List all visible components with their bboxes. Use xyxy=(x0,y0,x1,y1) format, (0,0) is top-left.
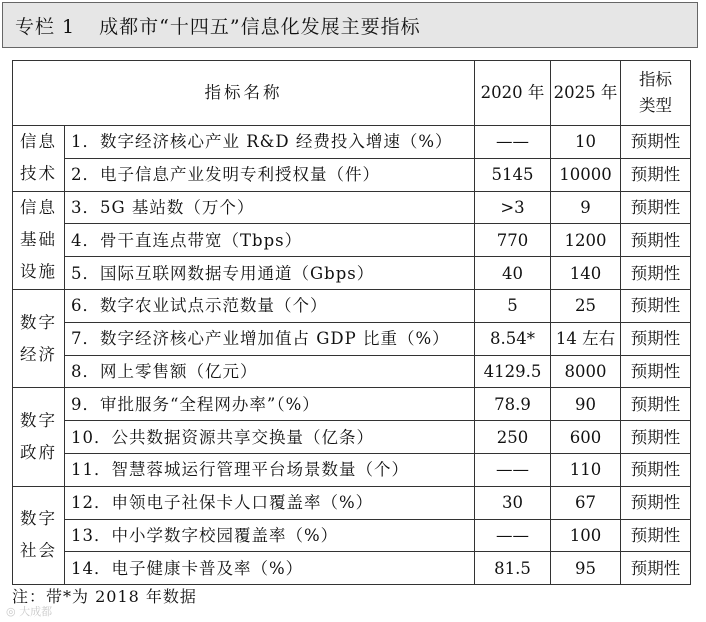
value-2020-cell: 81.5 xyxy=(475,552,551,585)
table-body xyxy=(13,126,691,585)
indicator-type-cell: 预期性 xyxy=(621,486,691,519)
value-2025-cell: 100 xyxy=(551,519,621,552)
value-2020-cell: 4129.5 xyxy=(475,355,551,388)
value-2020-cell: —— xyxy=(475,519,551,552)
table-row xyxy=(13,289,691,322)
table-row xyxy=(13,322,691,355)
indicator-name-cell: 6．数字农业试点示范数量（个） xyxy=(65,289,475,322)
value-2020-cell: 40 xyxy=(475,257,551,290)
indicator-type-cell: 预期性 xyxy=(621,126,691,159)
value-2020-cell: 5145 xyxy=(475,158,551,191)
table-row xyxy=(13,552,691,585)
value-2020-cell: 770 xyxy=(475,224,551,257)
indicator-type-cell: 预期性 xyxy=(621,191,691,224)
indicator-type-cell: 预期性 xyxy=(621,552,691,585)
category-cell: 数字社会 xyxy=(13,486,65,584)
column-header-type xyxy=(621,61,691,126)
indicator-type-cell: 预期性 xyxy=(621,224,691,257)
table-row xyxy=(13,355,691,388)
table-row xyxy=(13,453,691,486)
indicator-name-cell: 1．数字经济核心产业 R&D 经费投入增速（%） xyxy=(65,126,475,159)
indicator-type-cell: 预期性 xyxy=(621,519,691,552)
table-header-row xyxy=(13,61,691,126)
table-row xyxy=(13,519,691,552)
indicator-name-cell: 13．中小学数字校园覆盖率（%） xyxy=(65,519,475,552)
indicator-name-cell: 14．电子健康卡普及率（%） xyxy=(65,552,475,585)
column-header-name: 指标名称 xyxy=(13,61,475,126)
value-2025-cell: 10000 xyxy=(551,158,621,191)
column-header-bar xyxy=(2,2,698,48)
column-header-2020: 2020 年 xyxy=(475,61,551,126)
value-2020-cell: 30 xyxy=(475,486,551,519)
value-2025-cell: 140 xyxy=(551,257,621,290)
indicator-type-cell: 预期性 xyxy=(621,257,691,290)
indicator-type-cell: 预期性 xyxy=(621,453,691,486)
value-2025-cell: 9 xyxy=(551,191,621,224)
table-row xyxy=(13,388,691,421)
indicator-type-cell: 预期性 xyxy=(621,388,691,421)
indicator-type-cell: 预期性 xyxy=(621,421,691,454)
value-2025-cell: 90 xyxy=(551,388,621,421)
watermark-text: 大成都 xyxy=(19,605,53,618)
value-2025-cell: 8000 xyxy=(551,355,621,388)
table-row xyxy=(13,486,691,519)
indicator-type-cell: 预期性 xyxy=(621,322,691,355)
indicator-name-cell: 12．申领电子社保卡人口覆盖率（%） xyxy=(65,486,475,519)
table-row xyxy=(13,191,691,224)
value-2025-cell: 600 xyxy=(551,421,621,454)
indicator-name-cell: 8．网上零售额（亿元） xyxy=(65,355,475,388)
footnote: 注：带*为 2018 年数据 xyxy=(12,587,197,606)
value-2025-cell: 110 xyxy=(551,453,621,486)
indicator-type-cell: 预期性 xyxy=(621,289,691,322)
category-cell: 数字经济 xyxy=(13,289,65,387)
indicator-name-cell: 11．智慧蓉城运行管理平台场景数量（个） xyxy=(65,453,475,486)
indicator-name-cell: 9．审批服务“全程网办率”（%） xyxy=(65,388,475,421)
indicator-type-cell: 预期性 xyxy=(621,355,691,388)
value-2025-cell: 1200 xyxy=(551,224,621,257)
table-row xyxy=(13,421,691,454)
category-cell: 信息技术 xyxy=(13,126,65,192)
table-row xyxy=(13,224,691,257)
weibo-icon: ◎ xyxy=(6,605,16,618)
table-row xyxy=(13,126,691,159)
value-2020-cell: 78.9 xyxy=(475,388,551,421)
value-2020-cell: 5 xyxy=(475,289,551,322)
value-2020-cell: 250 xyxy=(475,421,551,454)
value-2020-cell: —— xyxy=(475,126,551,159)
indicator-name-cell: 5．国际互联网数据专用通道（Gbps） xyxy=(65,257,475,290)
column-header-type-label: 指标类型 xyxy=(639,70,672,115)
indicator-name-cell: 2．电子信息产业发明专利授权量（件） xyxy=(65,158,475,191)
value-2025-cell: 25 xyxy=(551,289,621,322)
table-title: 成都市“十四五”信息化发展主要指标 xyxy=(99,15,421,38)
value-2025-cell: 14 左右 xyxy=(551,322,621,355)
value-2025-cell: 10 xyxy=(551,126,621,159)
value-2020-cell: —— xyxy=(475,453,551,486)
column-header-2025: 2025 年 xyxy=(551,61,621,126)
indicator-name-cell: 4．骨干直连点带宽（Tbps） xyxy=(65,224,475,257)
table-row xyxy=(13,158,691,191)
watermark-logo xyxy=(6,603,52,619)
value-2020-cell: 8.54* xyxy=(475,322,551,355)
table-row xyxy=(13,257,691,290)
indicator-name-cell: 3．5G 基站数（万个） xyxy=(65,191,475,224)
indicator-name-cell: 10．公共数据资源共享交换量（亿条） xyxy=(65,421,475,454)
column-label: 专栏 1 xyxy=(15,15,76,38)
category-cell: 信息基础设施 xyxy=(13,191,65,289)
value-2025-cell: 95 xyxy=(551,552,621,585)
indicator-name-cell: 7．数字经济核心产业增加值占 GDP 比重（%） xyxy=(65,322,475,355)
category-cell: 数字政府 xyxy=(13,388,65,486)
indicator-type-cell: 预期性 xyxy=(621,158,691,191)
indicator-table xyxy=(12,60,691,585)
value-2025-cell: 67 xyxy=(551,486,621,519)
value-2020-cell: >3 xyxy=(475,191,551,224)
